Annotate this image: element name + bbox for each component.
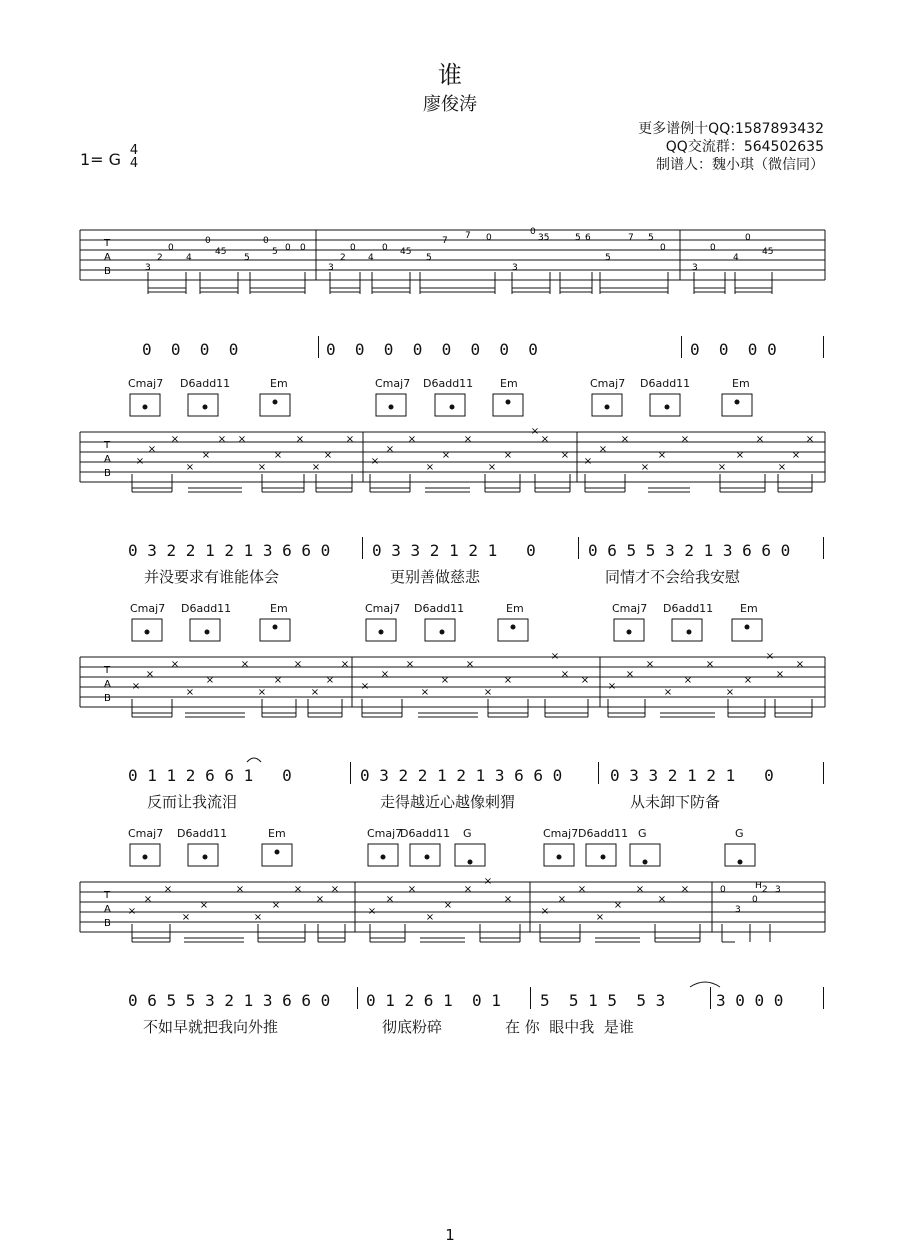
- lyric-line: 反而让我流泪: [147, 793, 238, 811]
- svg-text:×: ×: [791, 450, 801, 461]
- chord-diagrams-row-4: [0, 840, 900, 870]
- svg-text:×: ×: [407, 884, 417, 895]
- svg-text:×: ×: [577, 884, 587, 895]
- chord-name: Cmaj7: [128, 827, 164, 840]
- chord-name: Cmaj7: [367, 827, 403, 840]
- chord-name: D6add11: [177, 827, 228, 840]
- chord-name: Em: [740, 602, 758, 615]
- svg-text:×: ×: [425, 912, 435, 923]
- svg-text:A: A: [104, 904, 111, 915]
- svg-text:×: ×: [135, 456, 145, 467]
- svg-text:0: 0: [710, 243, 716, 253]
- page-number: 1: [445, 1226, 455, 1244]
- chord-name: D6add11: [400, 827, 451, 840]
- svg-text:B: B: [104, 693, 111, 704]
- chord-name: Em: [500, 377, 518, 390]
- svg-text:×: ×: [293, 884, 303, 895]
- lyric-line: 在 你 眼中我 是谁: [505, 1018, 634, 1036]
- numbered-notation: 0 6 5 5 3 2 1 3 6 6 0: [588, 541, 791, 560]
- svg-text:5: 5: [648, 233, 654, 243]
- svg-text:×: ×: [777, 462, 787, 473]
- svg-text:T: T: [104, 238, 111, 249]
- svg-text:3: 3: [775, 885, 781, 895]
- chord-name: D6add11: [578, 827, 629, 840]
- chord-name: Cmaj7: [375, 377, 411, 390]
- svg-text:×: ×: [131, 681, 141, 692]
- svg-text:×: ×: [583, 456, 593, 467]
- numbered-notation: 0 0 0 0: [690, 340, 777, 359]
- svg-text:×: ×: [717, 462, 727, 473]
- lyric-line: 更别善做慈悲: [390, 568, 481, 586]
- numbered-notation: 0 3 2 2 1 2 1 3 6 6 0: [360, 766, 563, 785]
- svg-text:×: ×: [185, 462, 195, 473]
- svg-text:×: ×: [240, 659, 250, 670]
- chord-name: G: [463, 827, 472, 840]
- svg-text:2: 2: [340, 253, 346, 263]
- artist-name: 廖俊涛: [423, 94, 477, 115]
- numbered-notation: 0 1 2 6 1 0 1: [366, 991, 501, 1010]
- svg-text:×: ×: [598, 444, 608, 455]
- svg-text:×: ×: [217, 434, 227, 445]
- chord-name: Cmaj7: [128, 377, 164, 390]
- credit-line-arranger: 制谱人：魏小琪（微信同）: [656, 157, 824, 173]
- svg-text:×: ×: [680, 434, 690, 445]
- svg-text:0: 0: [486, 233, 492, 243]
- svg-text:T: T: [104, 440, 111, 451]
- lyric-line: 并没要求有谁能体会: [144, 568, 280, 586]
- barline: [362, 537, 363, 559]
- svg-text:×: ×: [311, 462, 321, 473]
- credit-line-qq: 更多谱例十QQ:1587893432: [638, 121, 824, 137]
- barline: [598, 762, 599, 784]
- svg-text:×: ×: [765, 651, 775, 662]
- svg-text:×: ×: [273, 450, 283, 461]
- svg-text:×: ×: [330, 884, 340, 895]
- svg-text:B: B: [104, 468, 111, 479]
- barline: [318, 336, 319, 358]
- svg-text:45: 45: [762, 247, 774, 257]
- barline: [710, 987, 711, 1009]
- chord-name: D6add11: [181, 602, 232, 615]
- svg-text:×: ×: [735, 450, 745, 461]
- chord-name: Em: [732, 377, 750, 390]
- numbered-notation: 0 3 3 2 1 2 1 0: [372, 541, 536, 560]
- svg-text:B: B: [104, 266, 111, 277]
- svg-text:×: ×: [620, 434, 630, 445]
- song-title: 谁: [438, 61, 462, 89]
- svg-text:×: ×: [405, 659, 415, 670]
- svg-text:4: 4: [186, 253, 192, 263]
- svg-text:5: 5: [426, 253, 432, 263]
- svg-text:×: ×: [483, 876, 493, 887]
- svg-text:×: ×: [310, 687, 320, 698]
- svg-text:×: ×: [440, 675, 450, 686]
- lyric-line: 彻底粉碎: [382, 1018, 443, 1036]
- svg-text:H: H: [755, 881, 762, 891]
- tab-staff-row-2: [0, 426, 900, 500]
- numbered-notation: 5 5 1 5 5 3: [540, 991, 666, 1010]
- svg-text:×: ×: [145, 669, 155, 680]
- svg-text:T: T: [104, 665, 111, 676]
- chord-name: Cmaj7: [543, 827, 579, 840]
- barline: [357, 987, 358, 1009]
- lyric-line: 同情才不会给我安慰: [605, 568, 741, 586]
- svg-text:×: ×: [170, 434, 180, 445]
- svg-text:×: ×: [441, 450, 451, 461]
- svg-text:×: ×: [237, 434, 247, 445]
- lyric-line: 从未卸下防备: [630, 793, 721, 811]
- numbered-notation: 0 1 1 2 6 6 1 0: [128, 766, 292, 785]
- svg-text:×: ×: [487, 462, 497, 473]
- svg-text:×: ×: [380, 669, 390, 680]
- svg-text:×: ×: [443, 900, 453, 911]
- barline: [823, 336, 824, 358]
- time-signature-bottom: 4: [129, 156, 139, 171]
- svg-text:A: A: [104, 252, 111, 263]
- barline: [578, 537, 579, 559]
- svg-text:×: ×: [465, 659, 475, 670]
- key-signature: 1= G: [80, 150, 122, 169]
- chord-name: Em: [270, 377, 288, 390]
- chord-name: D6add11: [423, 377, 474, 390]
- svg-text:×: ×: [645, 659, 655, 670]
- svg-text:×: ×: [181, 912, 191, 923]
- svg-text:5: 5: [272, 247, 278, 257]
- chord-diagrams-row-2: [0, 390, 900, 420]
- svg-text:T: T: [104, 890, 111, 901]
- svg-text:3: 3: [692, 263, 698, 273]
- svg-text:6: 6: [585, 233, 591, 243]
- svg-text:×: ×: [595, 912, 605, 923]
- svg-text:45: 45: [400, 247, 412, 257]
- svg-text:×: ×: [503, 450, 513, 461]
- svg-text:×: ×: [805, 434, 815, 445]
- svg-text:×: ×: [147, 444, 157, 455]
- svg-text:×: ×: [205, 675, 215, 686]
- svg-text:×: ×: [657, 894, 667, 905]
- svg-text:×: ×: [295, 434, 305, 445]
- svg-text:×: ×: [607, 681, 617, 692]
- svg-text:0: 0: [752, 895, 758, 905]
- svg-text:0: 0: [168, 243, 174, 253]
- chord-name: D6add11: [663, 602, 714, 615]
- svg-text:×: ×: [370, 456, 380, 467]
- tab-staff-row-3: [0, 651, 900, 725]
- chord-name: D6add11: [180, 377, 231, 390]
- svg-text:×: ×: [557, 894, 567, 905]
- svg-text:0: 0: [300, 243, 306, 253]
- svg-text:×: ×: [625, 669, 635, 680]
- svg-text:×: ×: [725, 687, 735, 698]
- svg-text:4: 4: [733, 253, 739, 263]
- svg-text:×: ×: [503, 894, 513, 905]
- chord-name: G: [735, 827, 744, 840]
- svg-text:×: ×: [325, 675, 335, 686]
- svg-text:×: ×: [143, 894, 153, 905]
- tab-staff-row-1: [0, 228, 900, 298]
- svg-text:7: 7: [465, 231, 471, 241]
- svg-text:×: ×: [340, 659, 350, 670]
- svg-text:×: ×: [657, 450, 667, 461]
- svg-text:B: B: [104, 918, 111, 929]
- svg-text:×: ×: [315, 894, 325, 905]
- chord-name: Cmaj7: [590, 377, 626, 390]
- barline: [350, 762, 351, 784]
- svg-text:×: ×: [407, 434, 417, 445]
- numbered-notation: 0 3 2 2 1 2 1 3 6 6 0: [128, 541, 331, 560]
- svg-text:×: ×: [385, 894, 395, 905]
- svg-text:0: 0: [263, 236, 269, 246]
- svg-text:5: 5: [575, 233, 581, 243]
- svg-text:A: A: [104, 679, 111, 690]
- svg-text:×: ×: [360, 681, 370, 692]
- svg-text:0: 0: [530, 227, 536, 237]
- credit-line-group: QQ交流群：564502635: [665, 139, 824, 155]
- svg-text:3: 3: [512, 263, 518, 273]
- svg-text:×: ×: [680, 884, 690, 895]
- barline: [823, 762, 824, 784]
- barline: [823, 987, 824, 1009]
- svg-text:×: ×: [271, 900, 281, 911]
- svg-text:×: ×: [683, 675, 693, 686]
- numbered-notation: 0 0 0 0 0 0 0 0: [326, 340, 538, 359]
- svg-text:4: 4: [368, 253, 374, 263]
- svg-text:×: ×: [253, 912, 263, 923]
- svg-text:×: ×: [367, 906, 377, 917]
- svg-text:35: 35: [538, 233, 550, 243]
- chord-name: Cmaj7: [130, 602, 166, 615]
- svg-text:×: ×: [560, 450, 570, 461]
- lyric-line: 不如早就把我向外推: [143, 1018, 279, 1036]
- svg-text:0: 0: [745, 233, 751, 243]
- svg-text:×: ×: [540, 434, 550, 445]
- svg-text:0: 0: [285, 243, 291, 253]
- svg-text:×: ×: [613, 900, 623, 911]
- svg-text:×: ×: [743, 675, 753, 686]
- svg-text:×: ×: [463, 884, 473, 895]
- svg-text:×: ×: [323, 450, 333, 461]
- svg-text:×: ×: [540, 906, 550, 917]
- svg-text:×: ×: [185, 687, 195, 698]
- numbered-notation: 0 3 3 2 1 2 1 0: [610, 766, 774, 785]
- barline: [823, 537, 824, 559]
- svg-text:×: ×: [273, 675, 283, 686]
- svg-text:×: ×: [580, 675, 590, 686]
- svg-text:×: ×: [345, 434, 355, 445]
- numbered-notation: 3 0 0 0: [716, 991, 784, 1010]
- svg-text:×: ×: [127, 906, 137, 917]
- svg-text:×: ×: [795, 659, 805, 670]
- time-signature-top: 4: [129, 143, 139, 158]
- svg-text:5: 5: [244, 253, 250, 263]
- svg-text:×: ×: [530, 426, 540, 437]
- svg-text:0: 0: [382, 243, 388, 253]
- svg-text:×: ×: [385, 444, 395, 455]
- numbered-notation: 0 0 0 0: [142, 340, 239, 359]
- svg-text:5: 5: [605, 253, 611, 263]
- svg-text:×: ×: [705, 659, 715, 670]
- svg-text:3: 3: [328, 263, 334, 273]
- svg-text:×: ×: [163, 884, 173, 895]
- svg-text:×: ×: [201, 450, 211, 461]
- svg-text:×: ×: [483, 687, 493, 698]
- svg-text:3: 3: [145, 263, 151, 273]
- svg-text:×: ×: [420, 687, 430, 698]
- svg-text:3: 3: [735, 905, 741, 915]
- chord-diagrams-row-3: [0, 615, 900, 645]
- svg-text:×: ×: [755, 434, 765, 445]
- svg-text:2: 2: [762, 885, 768, 895]
- barline: [681, 336, 682, 358]
- svg-text:×: ×: [235, 884, 245, 895]
- svg-text:×: ×: [257, 687, 267, 698]
- svg-text:7: 7: [628, 233, 634, 243]
- svg-text:×: ×: [463, 434, 473, 445]
- svg-text:×: ×: [257, 462, 267, 473]
- svg-text:7: 7: [442, 236, 448, 246]
- chord-name: G: [638, 827, 647, 840]
- svg-text:×: ×: [503, 675, 513, 686]
- svg-text:×: ×: [550, 651, 560, 662]
- chord-name: Cmaj7: [612, 602, 648, 615]
- barline: [530, 987, 531, 1009]
- svg-text:×: ×: [425, 462, 435, 473]
- svg-text:0: 0: [660, 243, 666, 253]
- svg-text:2: 2: [157, 253, 163, 263]
- chord-name: D6add11: [414, 602, 465, 615]
- svg-text:×: ×: [560, 669, 570, 680]
- svg-text:0: 0: [350, 243, 356, 253]
- lyric-line: 走得越近心越像刺猬: [380, 793, 516, 811]
- svg-text:×: ×: [640, 462, 650, 473]
- svg-text:A: A: [104, 454, 111, 465]
- svg-text:×: ×: [199, 900, 209, 911]
- tab-staff-row-4: [0, 876, 900, 950]
- svg-text:×: ×: [775, 669, 785, 680]
- svg-text:×: ×: [170, 659, 180, 670]
- svg-text:0: 0: [720, 885, 726, 895]
- chord-name: Em: [506, 602, 524, 615]
- chord-name: Em: [270, 602, 288, 615]
- numbered-notation: 0 6 5 5 3 2 1 3 6 6 0: [128, 991, 331, 1010]
- chord-name: D6add11: [640, 377, 691, 390]
- svg-text:0: 0: [205, 236, 211, 246]
- svg-text:×: ×: [293, 659, 303, 670]
- svg-text:×: ×: [635, 884, 645, 895]
- svg-text:45: 45: [215, 247, 227, 257]
- svg-text:×: ×: [663, 687, 673, 698]
- chord-name: Em: [268, 827, 286, 840]
- chord-name: Cmaj7: [365, 602, 401, 615]
